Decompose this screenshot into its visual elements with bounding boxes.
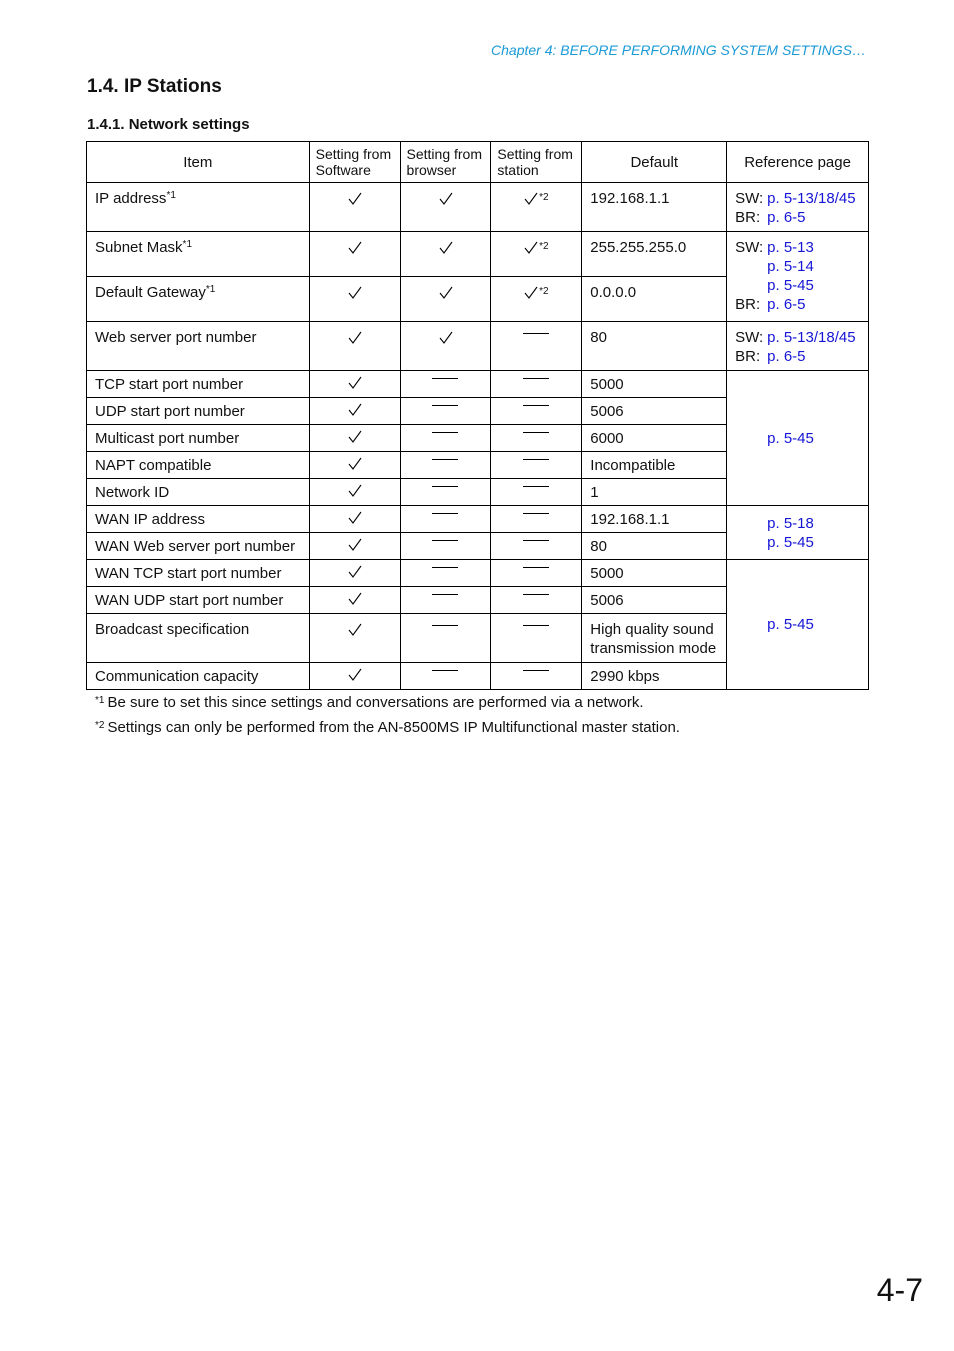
dash-mark xyxy=(523,378,549,379)
item-cell: Network ID xyxy=(87,479,310,506)
table-row xyxy=(87,322,869,371)
check-icon xyxy=(348,286,361,299)
ref-label: SW: xyxy=(735,239,764,256)
check-icon xyxy=(348,511,361,524)
table-row xyxy=(87,183,869,232)
dash-mark xyxy=(432,459,458,460)
item-cell: WAN UDP start port number xyxy=(87,587,310,614)
check-icon xyxy=(348,241,361,254)
check-icon xyxy=(348,538,361,551)
table-header-row xyxy=(87,142,869,183)
item-cell: IP address$^{*1}$ xyxy=(87,183,310,232)
item-cell: TCP start port number xyxy=(87,371,310,398)
default-cell: 6000 xyxy=(582,425,727,452)
default-cell: 255.255.255.0 xyxy=(582,232,727,277)
check-icon xyxy=(348,376,361,389)
item-cell: UDP start port number xyxy=(87,398,310,425)
dash-mark xyxy=(523,670,549,671)
footnote-ref: *1 xyxy=(182,239,192,250)
page-link[interactable]: p. 5-45 xyxy=(767,533,814,551)
default-cell: Incompatible xyxy=(582,452,727,479)
dash-mark xyxy=(432,513,458,514)
check-icon xyxy=(348,192,361,205)
dash-mark xyxy=(523,567,549,568)
dash-mark xyxy=(432,378,458,379)
check-icon xyxy=(524,286,537,299)
dash-mark xyxy=(523,625,549,626)
default-cell: 5006 xyxy=(582,587,727,614)
footnote-ref: *2 xyxy=(539,192,549,203)
default-cell: 0.0.0.0 xyxy=(582,277,727,322)
page-link[interactable]: p. 5-14 xyxy=(767,258,814,275)
check-icon xyxy=(439,286,452,299)
default-cell: 5000 xyxy=(582,371,727,398)
column-header: Setting from station xyxy=(491,142,582,183)
column-header: Default xyxy=(582,142,727,183)
dash-mark xyxy=(523,333,549,334)
ref-label: BR: xyxy=(735,348,761,365)
item-cell: Broadcast specification xyxy=(87,614,310,663)
footnote-ref: *2 xyxy=(539,286,549,297)
column-header: Setting from Software xyxy=(309,142,400,183)
table-row xyxy=(87,506,869,533)
footnote-ref: *1 xyxy=(205,284,216,295)
dash-mark xyxy=(523,486,549,487)
footnote-2: $^{*2}$ Settings can only be performed from the AN-8500MS IP Multifunctional master station. xyxy=(95,719,680,736)
dash-mark xyxy=(432,670,458,671)
subsection-title: 1.4.1. Network settings xyxy=(87,116,250,133)
default-cell: 80 xyxy=(582,533,727,560)
check-icon xyxy=(439,331,452,344)
dash-mark xyxy=(432,432,458,433)
item-cell: NAPT compatible xyxy=(87,452,310,479)
page-link[interactable]: p. 5-45 xyxy=(767,429,814,447)
chapter-header: Chapter 4: BEFORE PERFORMING SYSTEM SETTINGS… xyxy=(491,42,866,58)
item-cell: WAN Web server port number xyxy=(87,533,310,560)
page-link[interactable]: p. 6-5 xyxy=(767,296,806,313)
column-header: Reference page xyxy=(727,142,869,183)
ref-label: BR: xyxy=(735,209,761,226)
page-link[interactable]: p. 6-5 xyxy=(767,209,806,226)
check-icon xyxy=(348,403,361,416)
default-cell: 5006 xyxy=(582,398,727,425)
check-icon xyxy=(524,241,537,254)
dash-mark xyxy=(523,459,549,460)
dash-mark xyxy=(432,405,458,406)
item-cell: Default Gateway$^{*1}$ xyxy=(87,277,310,322)
item-cell: Multicast port number xyxy=(87,425,310,452)
default-cell: 5000 xyxy=(582,560,727,587)
check-icon xyxy=(348,565,361,578)
table-row xyxy=(87,371,869,398)
footnote-1: $^{*1}$ Be sure to set this since settings and conversations are performed via a network. xyxy=(95,694,644,711)
default-cell: High quality sound transmission mode xyxy=(582,614,727,663)
default-cell: 2990 kbps xyxy=(582,663,727,690)
check-icon xyxy=(524,192,537,205)
default-cell: 80 xyxy=(582,322,727,371)
page-number: 4-7 xyxy=(876,1272,923,1308)
item-cell: WAN TCP start port number xyxy=(87,560,310,587)
dash-mark xyxy=(432,540,458,541)
dash-mark xyxy=(432,486,458,487)
page-link[interactable]: p. 5-13 xyxy=(767,239,814,256)
item-cell: Subnet Mask$^{*1}$ xyxy=(87,232,310,277)
network-settings-table xyxy=(86,141,869,690)
default-cell: 192.168.1.1 xyxy=(582,506,727,533)
item-cell: WAN IP address xyxy=(87,506,310,533)
reference-cell xyxy=(727,322,869,371)
dash-mark xyxy=(523,432,549,433)
ref-label: SW: xyxy=(735,190,764,207)
page-link[interactable]: p. 5-13/18/45 xyxy=(767,329,856,346)
footnotes xyxy=(95,690,680,740)
check-icon xyxy=(348,457,361,470)
default-cell: 1 xyxy=(582,479,727,506)
check-icon xyxy=(439,241,452,254)
dash-mark xyxy=(523,405,549,406)
page-link[interactable]: p. 5-45 xyxy=(767,277,814,294)
ref-label: SW: xyxy=(735,329,764,346)
check-icon xyxy=(348,592,361,605)
check-icon xyxy=(348,331,361,344)
reference-cell xyxy=(727,232,869,322)
dash-mark xyxy=(523,513,549,514)
check-icon xyxy=(348,623,361,636)
reference-cell xyxy=(727,560,869,690)
item-cell: Web server port number xyxy=(87,322,310,371)
check-icon xyxy=(348,430,361,443)
footnote-ref: *2 xyxy=(539,241,549,252)
dash-mark xyxy=(432,567,458,568)
column-header: Item xyxy=(87,142,310,183)
section-title: 1.4. IP Stations xyxy=(87,76,222,97)
check-icon xyxy=(348,484,361,497)
dash-mark xyxy=(432,594,458,595)
page-link[interactable]: p. 5-13/18/45 xyxy=(767,190,856,207)
page-link[interactable]: p. 6-5 xyxy=(767,348,806,365)
page-link[interactable]: p. 5-18 xyxy=(767,514,814,532)
table-row xyxy=(87,232,869,277)
default-cell: 192.168.1.1 xyxy=(582,183,727,232)
footnote-ref: *1 xyxy=(166,190,176,201)
check-icon xyxy=(439,192,452,205)
dash-mark xyxy=(523,540,549,541)
dash-mark xyxy=(523,594,549,595)
table-row xyxy=(87,560,869,587)
page-link[interactable]: p. 5-45 xyxy=(767,616,814,633)
dash-mark xyxy=(432,625,458,626)
reference-cell xyxy=(727,506,869,560)
reference-cell xyxy=(727,183,869,232)
ref-label: BR: xyxy=(735,296,761,313)
item-cell: Communication capacity xyxy=(87,663,310,690)
column-header: Setting from browser xyxy=(400,142,491,183)
reference-cell xyxy=(727,371,869,506)
check-icon xyxy=(348,668,361,681)
